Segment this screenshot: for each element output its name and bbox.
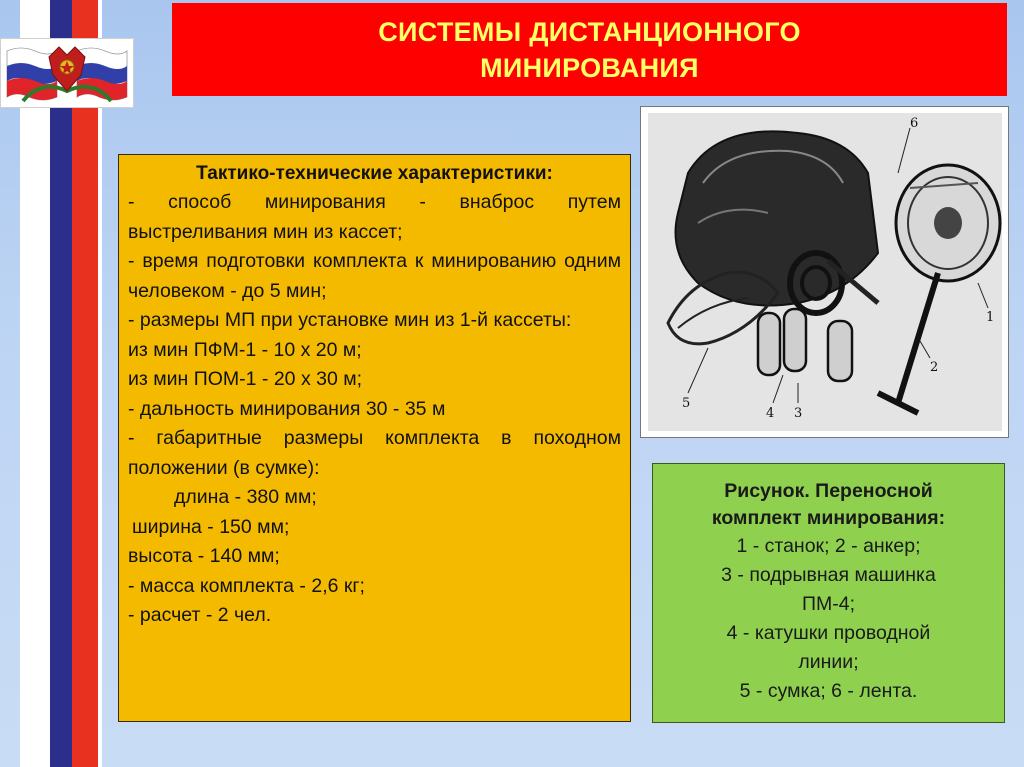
callout-1: 1: [985, 310, 994, 325]
figure-caption: [652, 463, 1005, 723]
callout-2: 2: [929, 360, 938, 375]
spec-line: из мин ПФМ-1 - 10 х 20 м;: [128, 338, 362, 361]
callout-5: 5: [681, 396, 690, 411]
slide-title: [172, 3, 1007, 96]
flag-stripe-white: [20, 0, 50, 767]
spec-line: - размеры МП при установке мин из 1-й кассеты:: [128, 309, 572, 331]
caption-line: 4 - катушки проводной: [726, 622, 931, 644]
caption-line: 5 - сумка; 6 - лента.: [739, 680, 918, 702]
specs-panel: [118, 154, 631, 722]
spec-line: длина - 380 мм;: [174, 486, 317, 508]
spec-line: из мин ПОМ-1 - 20 х 30 м;: [128, 368, 363, 390]
spec-line: - расчет - 2 чел.: [128, 604, 272, 626]
flag-stripe-red: [72, 0, 98, 767]
caption-line: линии;: [798, 651, 859, 673]
callout-4: 4: [765, 406, 774, 421]
callout-3: 3: [793, 406, 802, 421]
specs-heading: Тактико-технические характеристики:: [196, 163, 553, 184]
caption-title-line-2: комплект минирования:: [711, 507, 946, 529]
emblem: [0, 38, 134, 108]
mining-kit-figure: [640, 106, 1009, 438]
flag-stripe-blue: [50, 0, 72, 767]
caption-line: 3 - подрывная машинка: [721, 564, 936, 586]
caption-line: 1 - станок; 2 - анкер;: [736, 535, 921, 557]
caption-title-line-1: Рисунок. Переносной: [724, 480, 933, 502]
flag-emblem-icon: [1, 39, 133, 107]
caption-line: ПМ-4;: [801, 593, 855, 615]
spec-line: - способ минирования - внаброс путем выстреливания мин из кассет;: [128, 191, 621, 243]
spec-line: ширина - 150 мм;: [132, 515, 290, 538]
mining-kit-illustration: [648, 113, 1002, 431]
slide-title-line-1: СИСТЕМЫ ДИСТАНЦИОННОГО: [378, 16, 801, 47]
spec-line: - габаритные размеры комплекта в походном положении (в сумке):: [128, 427, 621, 479]
spec-line: - дальность минирования 30 - 35 м: [128, 397, 446, 420]
spec-line: - масса комплекта - 2,6 кг;: [128, 574, 365, 597]
spec-line: - время подготовки комплекта к минированию одним человеком - до 5 мин;: [128, 250, 621, 302]
callout-6: 6: [909, 116, 918, 131]
flag-stripe-edge: [98, 0, 102, 767]
slide-title-line-2: МИНИРОВАНИЯ: [480, 52, 699, 83]
spec-line: высота - 140 мм;: [128, 545, 280, 567]
